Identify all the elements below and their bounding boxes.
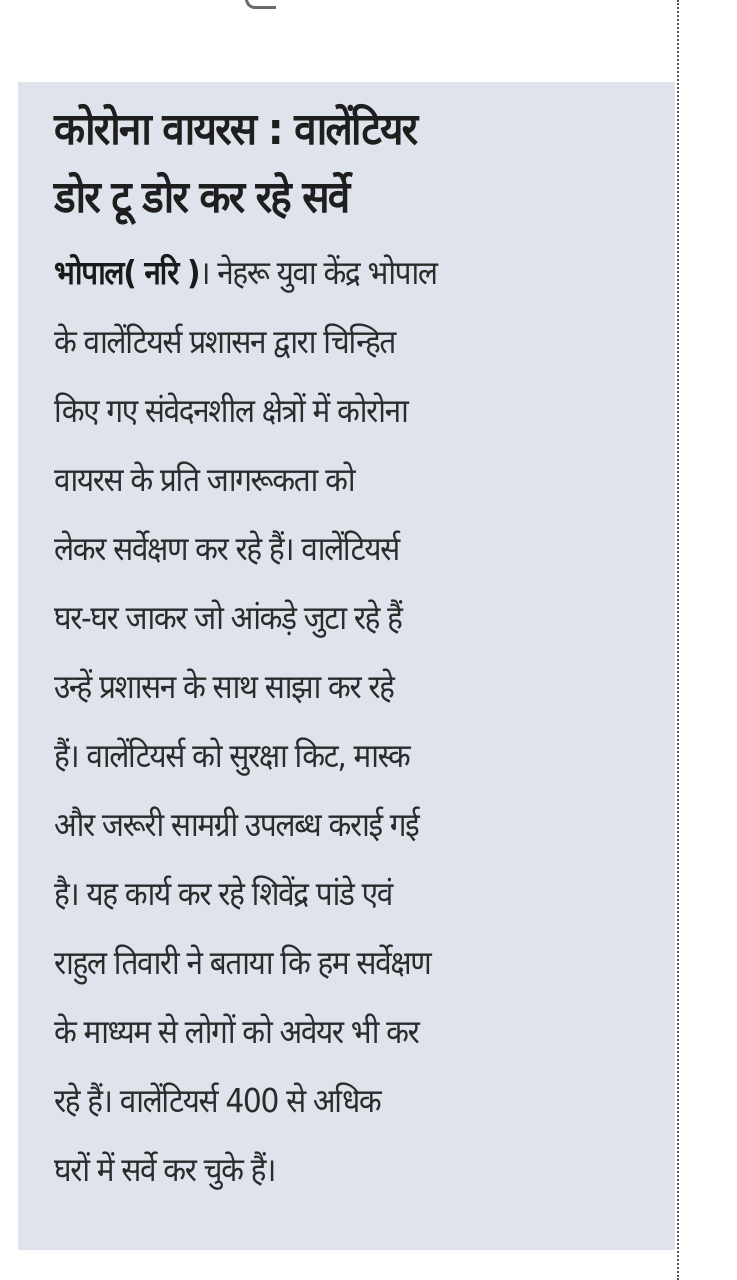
first-line-text: । नेहरू युवा केंद्र भोपाल [199, 253, 437, 292]
body-line: घरों में सर्वे कर चुके हैं। [54, 1150, 276, 1189]
body-line: हैं। वालेंटियर्स को सुरक्षा किट, मास्क [54, 736, 410, 775]
article-body [54, 238, 595, 1204]
body-line: उन्हें प्रशासन के साथ साझा कर रहे [54, 667, 394, 706]
body-line: लेकर सर्वेक्षण कर रहे हैं। वालेंटियर्स [54, 529, 399, 568]
column-divider [677, 0, 679, 1280]
body-line: और जरूरी सामग्री उपलब्ध कराई गई [54, 805, 419, 844]
body-line-first [54, 238, 595, 307]
previous-article-fragment [245, 0, 276, 9]
body-line: राहुल तिवारी ने बताया कि हम सर्वेक्षण [54, 943, 431, 982]
body-line: के वालेंटियर्स प्रशासन द्वारा चिन्हित [54, 322, 396, 361]
body-line: वायरस के प्रति जागरूकता को [54, 460, 355, 499]
news-article [18, 82, 675, 1250]
body-line: रहे हैं। वालेंटियर्स 400 से अधिक [54, 1081, 381, 1120]
article-headline [54, 96, 607, 232]
dateline: भोपाल( नरि ) [54, 253, 200, 292]
body-line: किए गए संवेदनशील क्षेत्रों में कोरोना [54, 391, 408, 430]
headline-line: कोरोना वायरस : वालेंटियर [54, 104, 417, 155]
headline-line: डोर टू डोर कर रहे सर्वे [54, 172, 349, 223]
body-line: है। यह कार्य कर रहे शिवेंद्र पांडे एवं [54, 874, 392, 913]
body-line: के माध्यम से लोगों को अवेयर भी कर [54, 1012, 419, 1051]
body-line: घर-घर जाकर जो आंकड़े जुटा रहे हैं [54, 598, 402, 637]
